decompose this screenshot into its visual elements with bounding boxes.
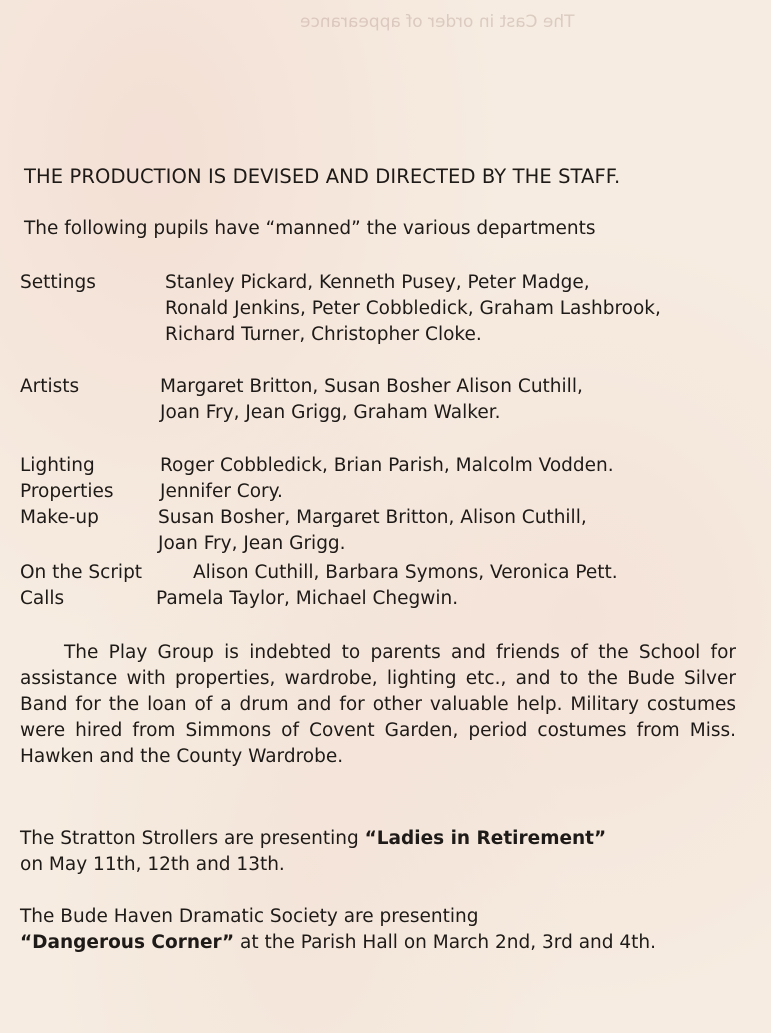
dept-names-calls bbox=[156, 586, 458, 612]
departments-intro: The following pupils have “manned” the various departments bbox=[24, 218, 596, 239]
acknowledgement-text: The Play Group is indebted to parents and friends of the School for assistance with properties, wardrobe, lighting etc., and to the Bude Silver Band for the loan of a drum and for other valuable help. Military costumes were hired from Simmons of Covent Garden, period costumes from Miss. Hawken and the County Wardrobe. bbox=[20, 642, 736, 767]
dept-label-artists: Artists bbox=[20, 376, 80, 397]
dept-names-properties bbox=[160, 479, 283, 505]
acknowledgement-paragraph bbox=[20, 640, 736, 770]
notice-prefix: The Bude Haven Dramatic Society are presenting bbox=[20, 906, 479, 927]
name-line: Jennifer Cory. bbox=[160, 481, 283, 502]
name-line: Joan Fry, Jean Grigg, Graham Walker. bbox=[160, 402, 501, 423]
dept-label-lighting: Lighting bbox=[20, 455, 95, 476]
dept-label-settings: Settings bbox=[20, 272, 96, 293]
name-line: Susan Bosher, Margaret Britton, Alison Cuthill, bbox=[158, 507, 587, 528]
notice-bude-haven bbox=[20, 904, 736, 956]
dept-names-settings bbox=[165, 270, 661, 348]
name-line: Pamela Taylor, Michael Chegwin. bbox=[156, 588, 459, 609]
name-line: Joan Fry, Jean Grigg. bbox=[158, 533, 346, 554]
notice-suffix: on May 11th, 12th and 13th. bbox=[20, 854, 285, 875]
notice-suffix: at the Parish Hall on March 2nd, 3rd and 4th. bbox=[234, 932, 657, 953]
dept-names-artists bbox=[160, 374, 583, 426]
name-line: Roger Cobbledick, Brian Parish, Malcolm Vodden. bbox=[160, 455, 614, 476]
reverse-side-show-through: The Cast in order of appearance bbox=[300, 12, 575, 32]
dept-names-makeup bbox=[158, 505, 587, 557]
production-heading: THE PRODUCTION IS DEVISED AND DIRECTED BY THE STAFF. bbox=[24, 165, 621, 188]
play-title: “Dangerous Corner” bbox=[20, 932, 235, 953]
dept-label-script: On the Script bbox=[20, 562, 143, 583]
name-line: Alison Cuthill, Barbara Symons, Veronica Pett. bbox=[193, 562, 618, 583]
dept-label-calls: Calls bbox=[20, 588, 65, 609]
name-line: Margaret Britton, Susan Bosher Alison Cuthill, bbox=[160, 376, 583, 397]
dept-label-makeup: Make-up bbox=[20, 507, 99, 528]
notice-stratton-strollers bbox=[20, 826, 736, 878]
name-line: Richard Turner, Christopher Cloke. bbox=[165, 324, 482, 345]
name-line: Stanley Pickard, Kenneth Pusey, Peter Madge, bbox=[165, 272, 590, 293]
play-title: “Ladies in Retirement” bbox=[364, 828, 607, 849]
dept-label-properties: Properties bbox=[20, 481, 114, 502]
dept-names-lighting bbox=[160, 453, 614, 479]
notice-prefix: The Stratton Strollers are presenting bbox=[20, 828, 365, 849]
dept-names-script bbox=[193, 560, 618, 586]
name-line: Ronald Jenkins, Peter Cobbledick, Graham Lashbrook, bbox=[165, 298, 661, 319]
